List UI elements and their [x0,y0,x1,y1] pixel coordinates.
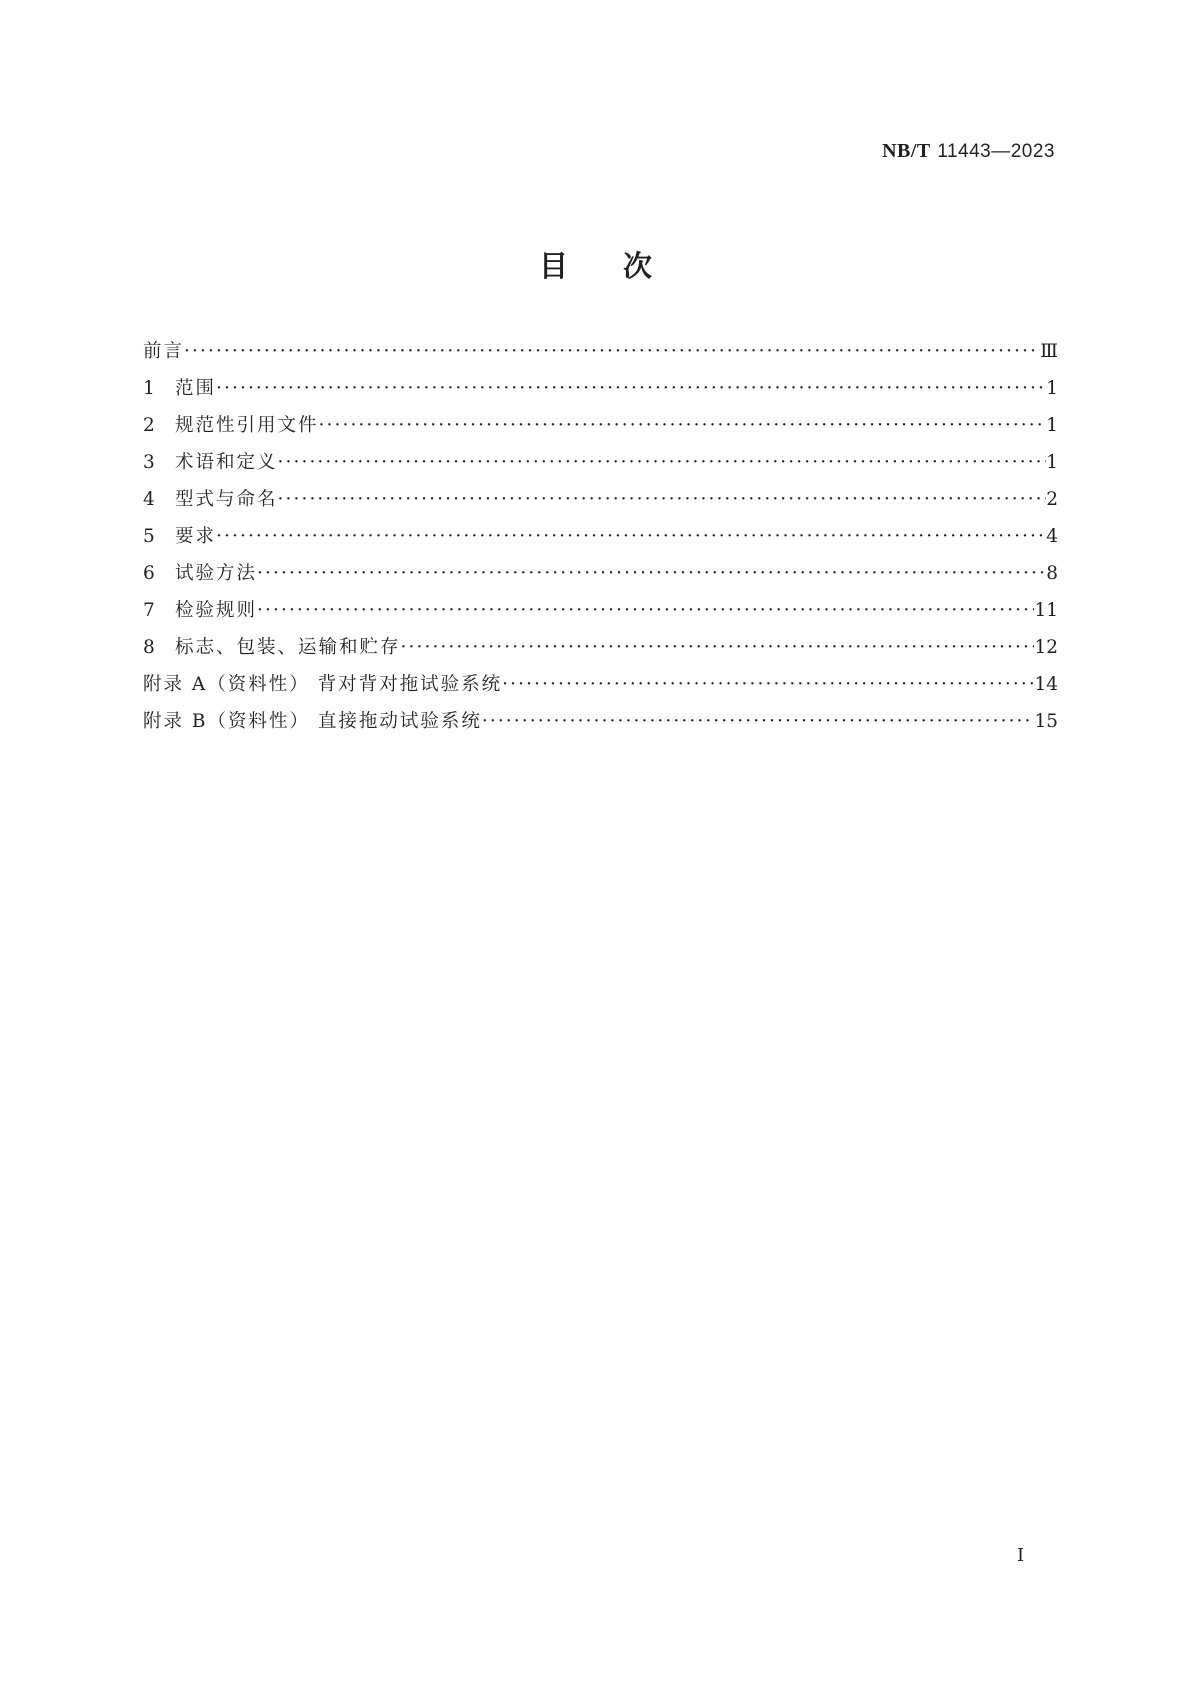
toc-entry-number: 1 [143,378,157,399]
toc-entry-number: 6 [143,563,157,584]
toc-entry-page: 2 [1046,489,1058,510]
toc-leader-dots [502,674,1034,695]
toc-entry-foreword[interactable] [143,337,1058,374]
toc-entry-1[interactable] [143,374,1058,411]
toc-entry-page: 11 [1034,600,1058,621]
toc-entry-label: 标志、包装、运输和贮存 [175,637,401,658]
standard-prefix: NB/T [882,140,931,162]
toc-entry-page: Ⅲ [1040,341,1058,362]
toc-entry-7[interactable] [143,596,1058,633]
toc-leader-dots [319,415,1047,436]
toc-entry-label: 型式与命名 [175,489,278,510]
toc-entry-5[interactable] [143,522,1058,559]
toc-entry-label: 附录 B（资料性） 直接拖动试验系统 [143,711,482,732]
toc-leader-dots [184,341,1040,362]
toc-entry-label: 附录 A（资料性） 背对背对拖试验系统 [143,674,503,695]
toc-leader-dots [216,526,1046,547]
toc-entry-2[interactable] [143,411,1058,448]
toc-leader-dots [257,600,1034,621]
page-number: I [1017,1545,1025,1566]
toc-entry-page: 15 [1034,711,1058,732]
toc-entry-page: 14 [1034,674,1058,695]
toc-leader-dots [401,637,1035,658]
toc-entry-label: 检验规则 [175,600,258,621]
toc-entry-3[interactable] [143,448,1058,485]
toc-entry-label: 术语和定义 [175,452,278,473]
toc-entry-page: 4 [1046,526,1058,547]
toc-entry-label: 试验方法 [175,563,258,584]
toc-entry-8[interactable] [143,633,1058,670]
table-of-contents [143,337,1058,744]
toc-entry-label: 规范性引用文件 [175,415,319,436]
toc-entry-number: 5 [143,526,157,547]
toc-entry-number: 8 [143,637,157,658]
toc-entry-appendix-b[interactable] [143,707,1058,744]
toc-entry-4[interactable] [143,485,1058,522]
toc-entry-label: 前言 [143,341,185,362]
toc-entry-label: 范围 [175,378,217,399]
toc-leader-dots [257,563,1046,584]
standard-number: 11443—2023 [937,141,1055,162]
toc-entry-page: 1 [1046,452,1058,473]
toc-leader-dots [278,489,1047,510]
toc-entry-label: 要求 [175,526,217,547]
toc-entry-page: 1 [1046,415,1058,436]
toc-leader-dots [482,711,1035,732]
toc-entry-6[interactable] [143,559,1058,596]
toc-entry-page: 8 [1046,563,1058,584]
toc-leader-dots [216,378,1046,399]
standard-code [882,140,1055,163]
toc-entry-number: 2 [143,415,157,436]
page-title: 目次 [538,249,707,283]
toc-entry-appendix-a[interactable] [143,670,1058,707]
toc-entry-page: 12 [1034,637,1058,658]
toc-entry-page: 1 [1046,378,1058,399]
toc-entry-number: 3 [143,452,157,473]
toc-leader-dots [278,452,1047,473]
toc-entry-number: 7 [143,600,157,621]
toc-entry-number: 4 [143,489,157,510]
